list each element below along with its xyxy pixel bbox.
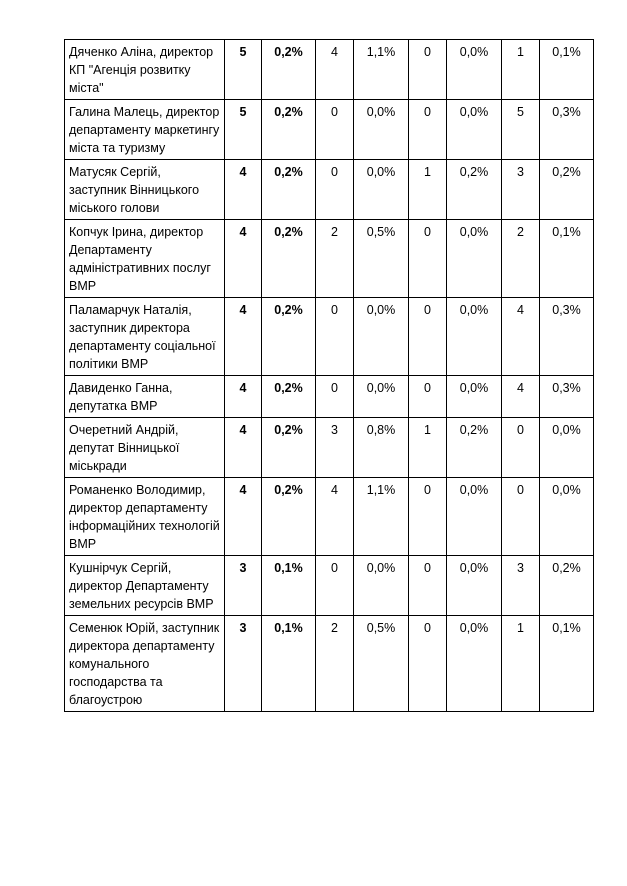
group3-percent-cell: 0,2% [540,556,594,616]
group3-percent-cell: 0,3% [540,100,594,160]
group3-percent-cell: 0,1% [540,616,594,712]
person-name-cell: Романенко Володимир, директор департаменту інформаційних технологій ВМР [65,478,225,556]
group2-count-cell: 0 [409,556,447,616]
group2-count-cell: 1 [409,418,447,478]
group1-count-cell: 0 [316,160,354,220]
person-name-cell: Копчук Ірина, директор Департаменту адміністративних послуг ВМР [65,220,225,298]
group1-percent-cell: 1,1% [354,40,409,100]
group2-percent-cell: 0,0% [447,616,502,712]
total-percent-cell: 0,2% [262,100,316,160]
group1-percent-cell: 0,5% [354,220,409,298]
group1-percent-cell: 0,0% [354,556,409,616]
group1-percent-cell: 0,0% [354,160,409,220]
group1-percent-cell: 0,0% [354,376,409,418]
group3-count-cell: 3 [502,556,540,616]
total-count-cell: 4 [225,220,262,298]
group3-count-cell: 3 [502,160,540,220]
person-name-cell: Семенюк Юрій, заступник директора департаменту комунального господарства та благоустрою [65,616,225,712]
person-name-cell: Матусяк Сергій, заступник Вінницького міського голови [65,160,225,220]
group2-percent-cell: 0,0% [447,478,502,556]
person-name-cell: Паламарчук Наталія, заступник директора департаменту соціальної політики ВМР [65,298,225,376]
group1-count-cell: 4 [316,478,354,556]
group2-percent-cell: 0,0% [447,100,502,160]
group3-count-cell: 2 [502,220,540,298]
group2-percent-cell: 0,0% [447,298,502,376]
results-table [64,39,594,712]
group2-count-cell: 1 [409,160,447,220]
total-percent-cell: 0,2% [262,40,316,100]
total-percent-cell: 0,2% [262,418,316,478]
group2-count-cell: 0 [409,376,447,418]
group3-percent-cell: 0,3% [540,298,594,376]
total-percent-cell: 0,2% [262,160,316,220]
group1-percent-cell: 0,0% [354,298,409,376]
table-row [65,160,594,220]
table-row [65,40,594,100]
total-count-cell: 3 [225,616,262,712]
group2-count-cell: 0 [409,616,447,712]
person-name-cell: Кушнірчук Сергій, директор Департаменту земельних ресурсів ВМР [65,556,225,616]
total-count-cell: 4 [225,418,262,478]
group3-percent-cell: 0,0% [540,478,594,556]
group1-count-cell: 3 [316,418,354,478]
total-percent-cell: 0,2% [262,298,316,376]
table-row [65,418,594,478]
group2-percent-cell: 0,0% [447,376,502,418]
total-percent-cell: 0,1% [262,616,316,712]
group3-percent-cell: 0,1% [540,220,594,298]
total-percent-cell: 0,2% [262,220,316,298]
group3-count-cell: 0 [502,478,540,556]
total-count-cell: 4 [225,376,262,418]
group2-count-cell: 0 [409,220,447,298]
group1-percent-cell: 0,5% [354,616,409,712]
group3-percent-cell: 0,0% [540,418,594,478]
group2-percent-cell: 0,0% [447,220,502,298]
person-name-cell: Давиденко Ганна, депутатка ВМР [65,376,225,418]
table-row [65,478,594,556]
group1-count-cell: 2 [316,616,354,712]
table-row [65,220,594,298]
group2-percent-cell: 0,2% [447,160,502,220]
total-count-cell: 3 [225,556,262,616]
group2-percent-cell: 0,0% [447,40,502,100]
total-count-cell: 4 [225,298,262,376]
group2-count-cell: 0 [409,478,447,556]
person-name-cell: Очеретний Андрій, депутат Вінницької міськради [65,418,225,478]
total-percent-cell: 0,2% [262,478,316,556]
total-percent-cell: 0,2% [262,376,316,418]
group3-count-cell: 5 [502,100,540,160]
table-row [65,100,594,160]
group3-percent-cell: 0,2% [540,160,594,220]
group2-count-cell: 0 [409,40,447,100]
results-table-body [65,40,594,712]
total-count-cell: 5 [225,100,262,160]
group1-count-cell: 4 [316,40,354,100]
group3-count-cell: 4 [502,298,540,376]
group1-percent-cell: 1,1% [354,478,409,556]
table-row [65,616,594,712]
group1-count-cell: 2 [316,220,354,298]
group3-percent-cell: 0,1% [540,40,594,100]
group1-percent-cell: 0,8% [354,418,409,478]
group3-count-cell: 1 [502,616,540,712]
group1-count-cell: 0 [316,376,354,418]
table-row [65,298,594,376]
group1-count-cell: 0 [316,556,354,616]
group3-percent-cell: 0,3% [540,376,594,418]
group3-count-cell: 0 [502,418,540,478]
group2-percent-cell: 0,0% [447,556,502,616]
table-row [65,376,594,418]
total-count-cell: 4 [225,478,262,556]
group3-count-cell: 4 [502,376,540,418]
group2-count-cell: 0 [409,100,447,160]
group2-percent-cell: 0,2% [447,418,502,478]
total-count-cell: 5 [225,40,262,100]
total-count-cell: 4 [225,160,262,220]
person-name-cell: Галина Малець, директор департаменту маркетингу міста та туризму [65,100,225,160]
table-row [65,556,594,616]
group1-percent-cell: 0,0% [354,100,409,160]
total-percent-cell: 0,1% [262,556,316,616]
group3-count-cell: 1 [502,40,540,100]
group2-count-cell: 0 [409,298,447,376]
group1-count-cell: 0 [316,298,354,376]
person-name-cell: Дяченко Аліна, директор КП "Агенція розвитку міста" [65,40,225,100]
group1-count-cell: 0 [316,100,354,160]
